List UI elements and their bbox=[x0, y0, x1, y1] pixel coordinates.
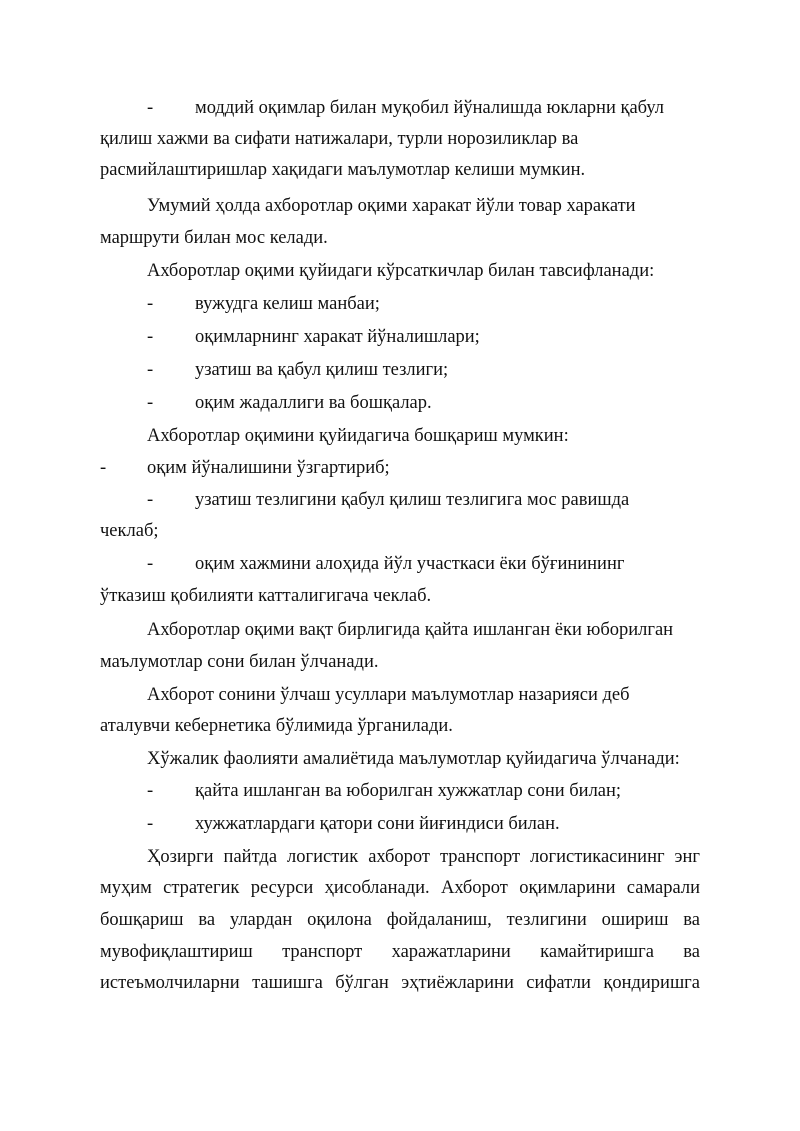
list-dash: - bbox=[147, 98, 154, 118]
list-item: оқим жадаллиги ва бошқалар. bbox=[195, 393, 432, 413]
text-line: маршрути билан мос келади. bbox=[100, 228, 328, 248]
text-line: аталувчи кебернетика бўлимида ўрганилади. bbox=[100, 716, 453, 736]
text-line: истеъмолчиларни ташишга бўлган эҳтиёжларини сифатли қондиришга bbox=[100, 973, 700, 993]
list-dash: - bbox=[147, 781, 154, 801]
list-item: қайта ишланган ва юборилган хужжатлар сони билан; bbox=[195, 781, 622, 801]
paragraph-line: Ахборотлар оқими қуйидаги кўрсаткичлар билан тавсифланади: bbox=[147, 261, 655, 281]
list-item: оқим хажмини алоҳида йўл участкаси ёки бўғинининг bbox=[195, 554, 625, 574]
text-line: чеклаб; bbox=[100, 521, 159, 541]
text-line: бошқариш ва улардан оқилона фойдаланиш, тезлигини ошириш ва bbox=[100, 910, 700, 930]
list-dash: - bbox=[100, 458, 107, 478]
text-line: моддий оқимлар билан муқобил йўналишда юкларни қабул bbox=[195, 98, 665, 118]
list-dash: - bbox=[147, 327, 154, 347]
paragraph-line: Ҳозирги пайтда логистик ахборот транспорт логистикасининг энг bbox=[147, 847, 700, 867]
paragraph-line: Ахборотлар оқимини қуйидагича бошқариш мумкин: bbox=[147, 426, 569, 446]
list-item: хужжатлардаги қатори сони йиғиндиси билан. bbox=[195, 814, 560, 834]
paragraph-line: Умумий ҳолда ахборотлар оқими харакат йўли товар харакати bbox=[147, 196, 636, 216]
text-line: маълумотлар сони билан ўлчанади. bbox=[100, 652, 379, 672]
list-dash: - bbox=[147, 294, 154, 314]
text-line: расмийлаштиришлар хақидаги маълумотлар келиши мумкин. bbox=[100, 160, 586, 180]
list-dash: - bbox=[147, 814, 154, 834]
list-dash: - bbox=[147, 554, 154, 574]
text-line: мувофиқлаштириш транспорт харажатларини камайтиришга ва bbox=[100, 942, 700, 962]
list-item: оқим йўналишини ўзгартириб; bbox=[147, 458, 390, 478]
text-line: ўтказиш қобилияти катталигигача чеклаб. bbox=[100, 586, 432, 606]
list-item: оқимларнинг харакат йўналишлари; bbox=[195, 327, 480, 347]
list-dash: - bbox=[147, 490, 154, 510]
list-item: узатиш тезлигини қабул қилиш тезлигига мос равишда bbox=[195, 490, 630, 510]
paragraph-line: Ахборотлар оқими вақт бирлигида қайта ишланган ёки юборилган bbox=[147, 620, 674, 640]
paragraph-line: Ахборот сонини ўлчаш усуллари маълумотлар назарияси деб bbox=[147, 685, 630, 705]
list-item: вужудга келиш манбаи; bbox=[195, 294, 380, 314]
text-line: қилиш хажми ва сифати натижалари, турли норозиликлар ва bbox=[100, 129, 579, 149]
text-line: муҳим стратегик ресурси ҳисобланади. Ахборот оқимларини самарали bbox=[100, 878, 700, 898]
list-item: узатиш ва қабул қилиш тезлиги; bbox=[195, 360, 449, 380]
list-dash: - bbox=[147, 393, 154, 413]
list-dash: - bbox=[147, 360, 154, 380]
paragraph-line: Хўжалик фаолияти амалиётида маълумотлар қуйидагича ўлчанади: bbox=[147, 749, 680, 769]
